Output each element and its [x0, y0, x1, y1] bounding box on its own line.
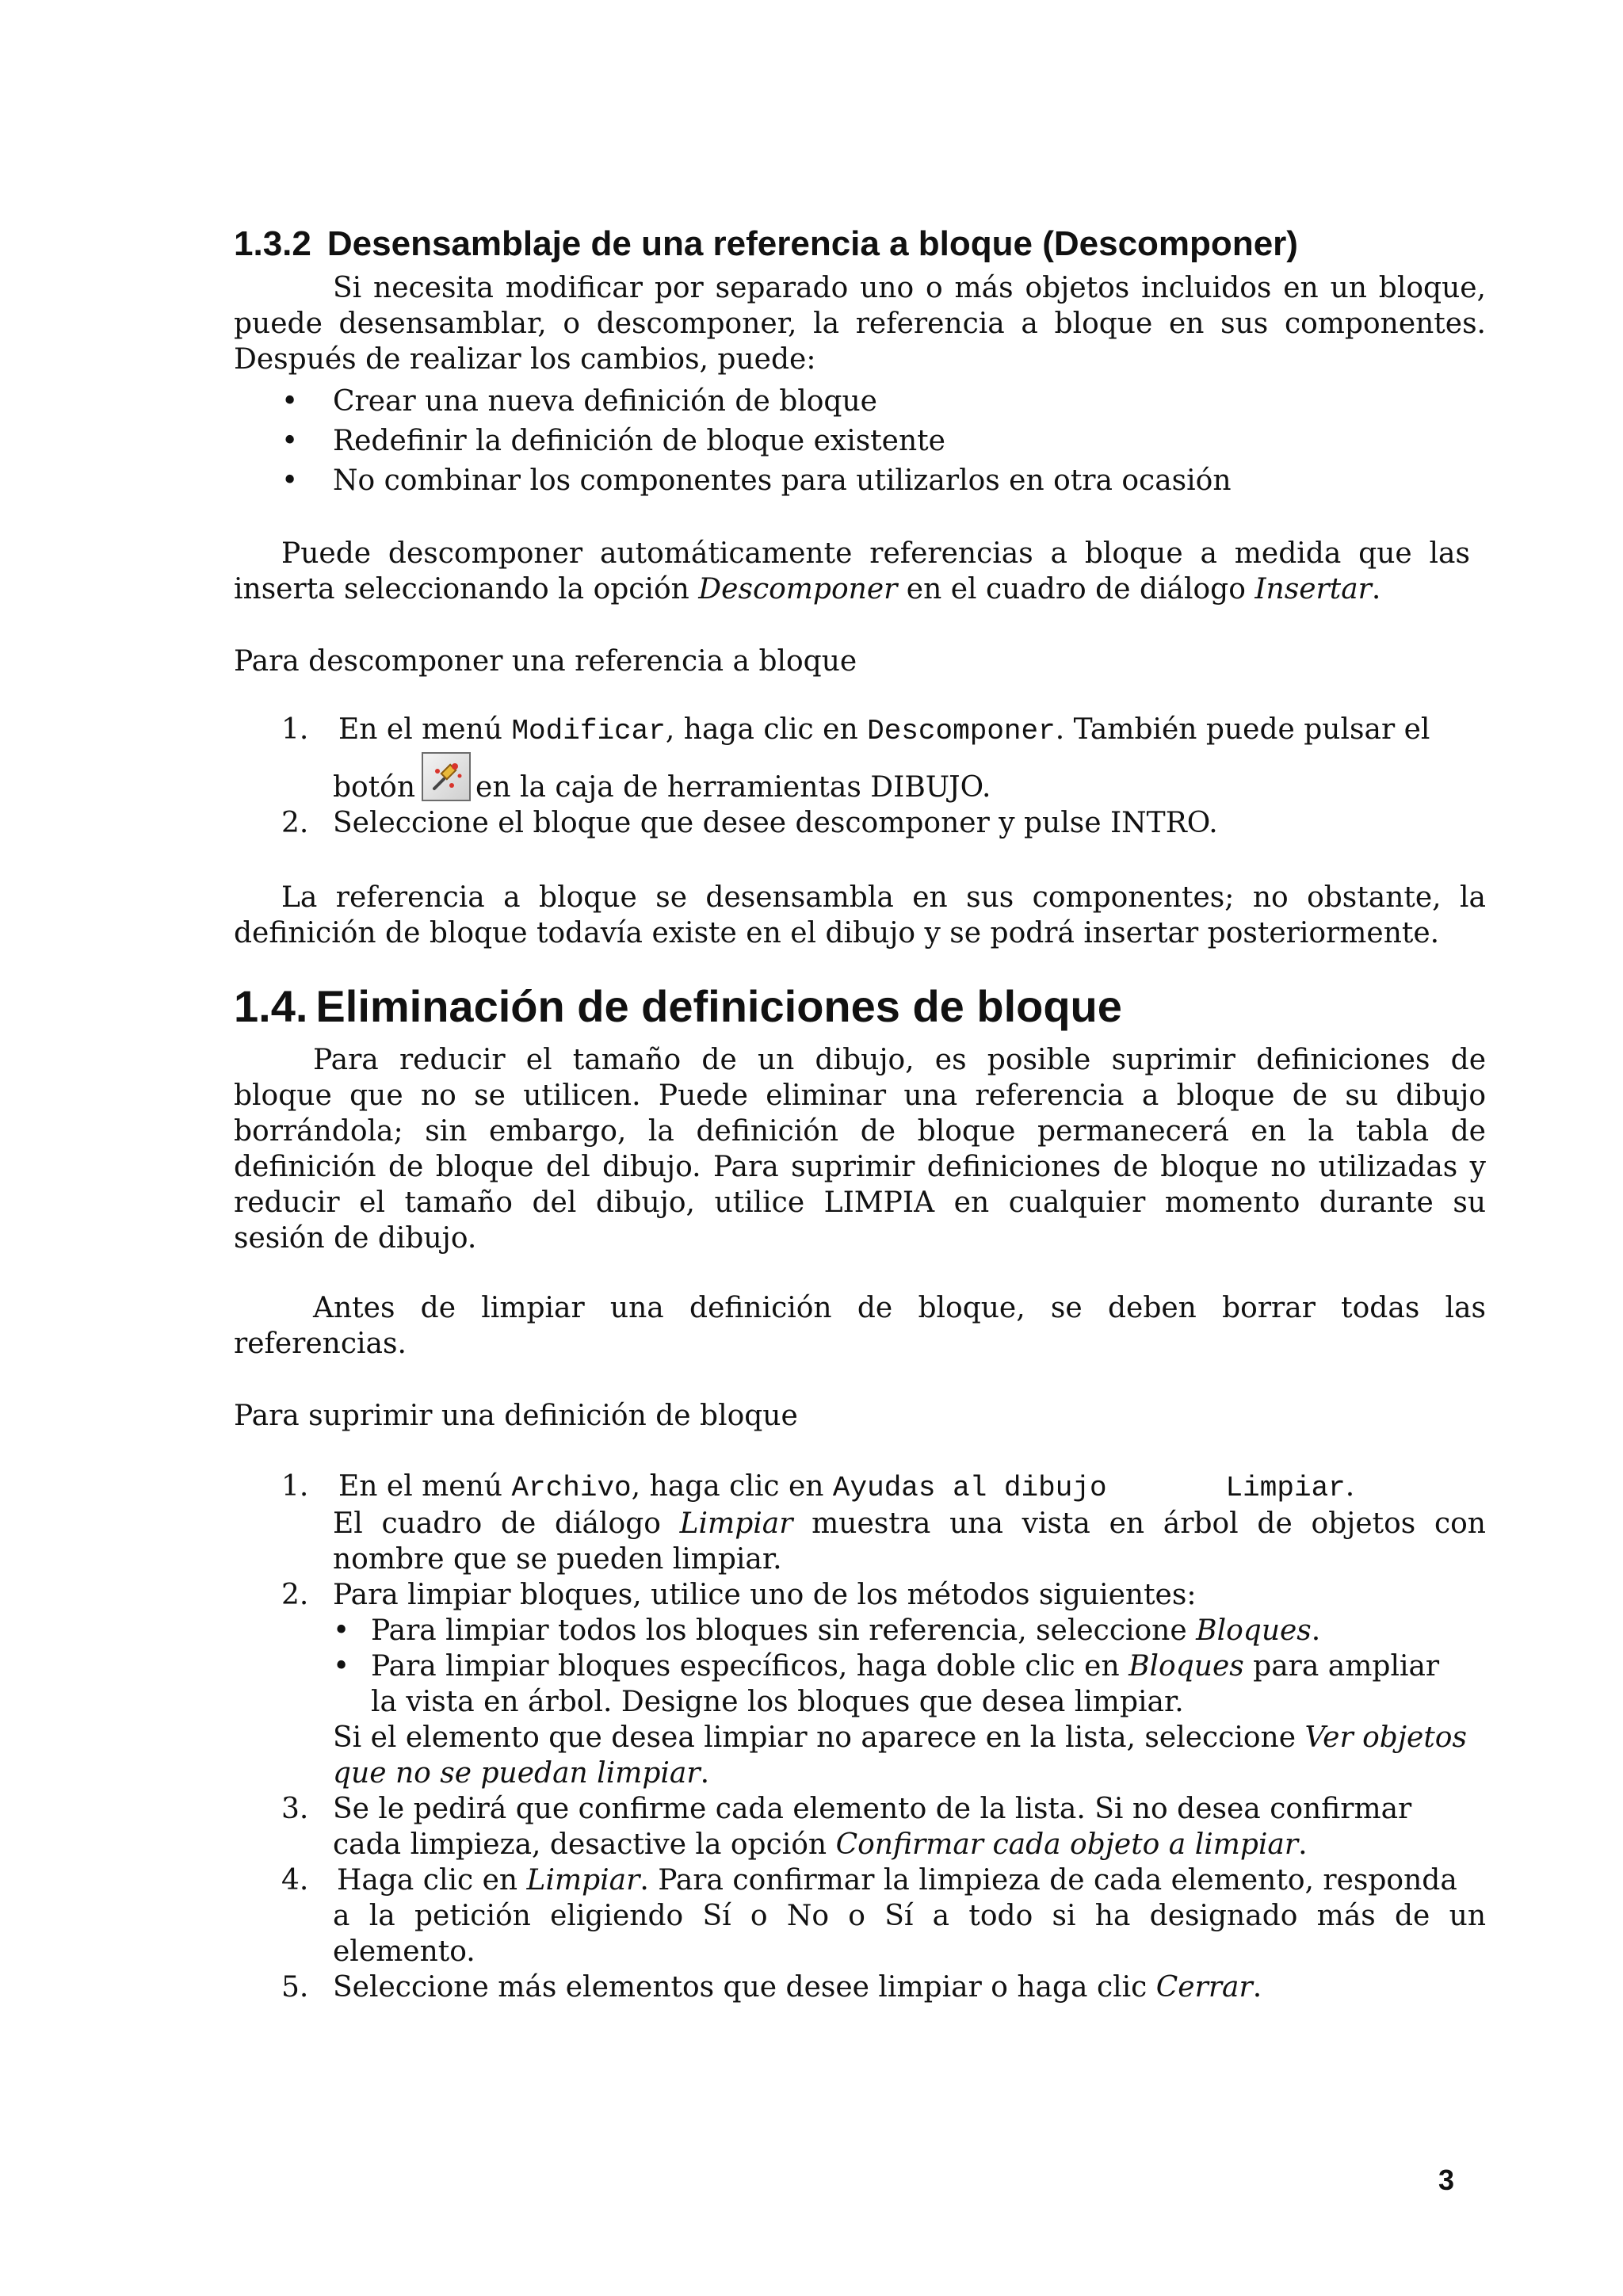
- explode-tool-icon: [422, 752, 471, 801]
- step-number: 2.: [281, 1579, 309, 1611]
- option-name: Confirmar cada objeto a limpiar: [835, 1828, 1299, 1861]
- sub-list-item: [333, 1613, 1486, 1648]
- auto-explode-paragraph: [234, 536, 1470, 607]
- list-item: [281, 712, 1486, 805]
- section-heading-1-4: [234, 980, 1122, 1032]
- step-text: [338, 712, 1486, 749]
- step-text-line2: a la petición eligiendo Sí o No o Sí a todo si ha designado más de un: [333, 1900, 1486, 1932]
- menu-name: Archivo: [511, 1472, 632, 1504]
- bullet-icon: •: [281, 385, 299, 418]
- text-line: bloque que no se utilicen. Puede eliminar una referencia a bloque de su dibujo: [234, 1079, 1486, 1112]
- step-note: [333, 1720, 1486, 1755]
- text-span: en el cuadro de diálogo: [897, 573, 1255, 606]
- step-note-line2: [333, 1755, 1486, 1791]
- list-item: [281, 1862, 1486, 1969]
- text-span: Si el elemento que desea limpiar no aparece en la lista, seleccione: [333, 1721, 1305, 1754]
- text-line: sesión de dibujo.: [234, 1222, 477, 1255]
- page-number: 3: [1438, 2164, 1455, 2196]
- text-span: . Para confirmar la limpieza de cada elemento, responda: [640, 1864, 1457, 1897]
- step-text-line3: elemento.: [333, 1935, 475, 1968]
- text-span: inserta seleccionando la opción: [234, 573, 699, 606]
- text-line: referencias.: [234, 1328, 407, 1360]
- howto-heading: Para suprimir una definición de bloque: [234, 1400, 798, 1432]
- text-span: Haga clic en: [337, 1864, 527, 1897]
- text-span: , haga clic en: [631, 1470, 833, 1503]
- text-line: reducir el tamaño del dibujo, utilice LIMPIA en cualquier momento durante su: [234, 1186, 1486, 1219]
- text-line: La referencia a bloque se desensambla en sus componentes; no obstante, la: [281, 881, 1486, 914]
- section-title: Eliminación de definiciones de bloque: [315, 981, 1122, 1031]
- sub-item-text-line2: la vista en árbol. Designe los bloques que desea limpiar.: [371, 1686, 1184, 1718]
- menu-name: Modificar: [511, 715, 666, 747]
- text-line: puede desensamblar, o descomponer, la referencia a bloque en sus componentes.: [234, 308, 1486, 340]
- list-item-text: Redefinir la definición de bloque existente: [333, 425, 945, 457]
- option-name: Ver objetos: [1304, 1721, 1467, 1754]
- step-text: [333, 1969, 1486, 2005]
- dialog-name: Limpiar: [679, 1507, 793, 1540]
- step-text-line2: [333, 752, 1486, 805]
- step-number: 1.: [281, 1470, 309, 1503]
- sub-item-text: [371, 1613, 1486, 1648]
- text-span: El cuadro de diálogo: [333, 1507, 680, 1540]
- purge-intro-paragraph: [234, 1042, 1486, 1256]
- command-name: Limpiar: [1225, 1472, 1346, 1504]
- text-span: .: [1371, 573, 1381, 606]
- step-text: Seleccione el bloque que desee descomponer y pulse INTRO.: [333, 807, 1218, 839]
- list-item: [281, 1469, 1486, 1577]
- section-title: Desensamblaje de una referencia a bloque (Descomponer): [327, 224, 1298, 263]
- text-line: definición de bloque todavía existe en el dibujo y se podrá insertar posteriormente.: [234, 917, 1440, 949]
- result-paragraph: [234, 880, 1486, 951]
- step-number: 1.: [281, 713, 309, 746]
- text-span: Para limpiar todos los bloques sin referencia, seleccione: [371, 1614, 1197, 1647]
- list-item: [281, 1577, 1486, 1791]
- text-span: .: [1298, 1828, 1308, 1861]
- list-item-text: Crear una nueva definición de bloque: [333, 385, 877, 418]
- option-name: Descomponer: [698, 573, 898, 606]
- purge-note-paragraph: [234, 1290, 1486, 1362]
- list-item: [281, 805, 1486, 841]
- text-line: Para reducir el tamaño de un dibujo, es posible suprimir definiciones de: [313, 1044, 1486, 1076]
- step-number: 3.: [281, 1793, 309, 1825]
- text-span: para ampliar: [1243, 1650, 1440, 1683]
- step-number: 2.: [281, 807, 309, 839]
- text-span: .: [1345, 1470, 1355, 1503]
- step-text-line2: [333, 1827, 1486, 1862]
- steps-list: [281, 712, 1486, 841]
- text-span: . También puede pulsar el: [1055, 713, 1430, 746]
- list-item: [281, 1969, 1486, 2005]
- text-line: Antes de limpiar una definición de bloque, se deben borrar todas las: [313, 1292, 1486, 1324]
- text-span: .: [700, 1757, 710, 1790]
- bullet-icon: •: [333, 1614, 350, 1647]
- text-span: En el menú: [338, 1470, 512, 1503]
- text-span: cada limpieza, desactive la opción: [333, 1828, 836, 1861]
- list-item-text: No combinar los componentes para utilizarlos en otra ocasión: [333, 464, 1232, 497]
- step-text: [338, 1469, 1486, 1506]
- text-span: , haga clic en: [665, 713, 868, 746]
- text-span: .: [1252, 1971, 1262, 2004]
- list-item: [281, 1791, 1486, 1862]
- step-number: 4.: [281, 1864, 309, 1897]
- section-number: 1.4.: [234, 981, 308, 1031]
- bullet-icon: •: [281, 425, 299, 457]
- text-span: .: [1311, 1614, 1321, 1647]
- text-line: Si necesita modificar por separado uno o más objetos incluidos en un bloque,: [333, 272, 1486, 304]
- step-number: 5.: [281, 1971, 309, 2004]
- purge-steps-list: [281, 1469, 1486, 2005]
- step-text: [337, 1862, 1486, 1898]
- text-line: borrándola; sin embargo, la definición de bloque permanecerá en la tabla de: [234, 1115, 1486, 1148]
- section-heading-1-3-2: [234, 224, 1298, 264]
- submenu-name: Ayudas al dibujo: [832, 1472, 1107, 1504]
- section-number: 1.3.2: [234, 224, 311, 263]
- button-name: Cerrar: [1155, 1971, 1253, 2004]
- howto-heading: Para descomponer una referencia a bloque: [234, 645, 857, 678]
- text-line: Después de realizar los cambios, puede:: [234, 343, 816, 376]
- option-name: que no se puedan limpiar: [333, 1757, 701, 1790]
- text-span: muestra una vista en árbol de objetos con: [792, 1507, 1486, 1540]
- text-span: en la caja de herramientas DIBUJO.: [475, 771, 991, 804]
- sub-list-item: [333, 1648, 1486, 1720]
- command-name: Limpiar: [526, 1864, 640, 1897]
- step-text: Para limpiar bloques, utilice uno de los métodos siguientes:: [333, 1579, 1197, 1611]
- text-span: Seleccione más elementos que desee limpiar o haga clic: [333, 1971, 1156, 2004]
- text-line: definición de bloque del dibujo. Para suprimir definiciones de bloque no utilizadas y: [234, 1151, 1486, 1183]
- text-span: botón: [333, 771, 416, 804]
- step-text: Se le pedirá que confirme cada elemento de la lista. Si no desea confirmar: [333, 1793, 1412, 1825]
- command-name: Descomponer: [867, 715, 1056, 747]
- option-name: Bloques: [1196, 1614, 1312, 1647]
- bullet-icon: •: [281, 464, 299, 497]
- step-text-line2: [333, 1506, 1486, 1541]
- bullet-icon: •: [333, 1650, 350, 1683]
- sub-item-text: [371, 1648, 1486, 1684]
- text-span: En el menú: [338, 713, 512, 746]
- intro-paragraph: [234, 270, 1486, 377]
- option-name: Bloques: [1128, 1650, 1244, 1683]
- text-span: Para limpiar bloques específicos, haga doble clic en: [371, 1650, 1129, 1683]
- text-line: Puede descomponer automáticamente referencias a bloque a medida que las: [281, 537, 1470, 570]
- text-line: [234, 571, 1470, 607]
- step-text-line3: nombre que se pueden limpiar.: [333, 1543, 782, 1576]
- dialog-name: Insertar: [1254, 573, 1372, 606]
